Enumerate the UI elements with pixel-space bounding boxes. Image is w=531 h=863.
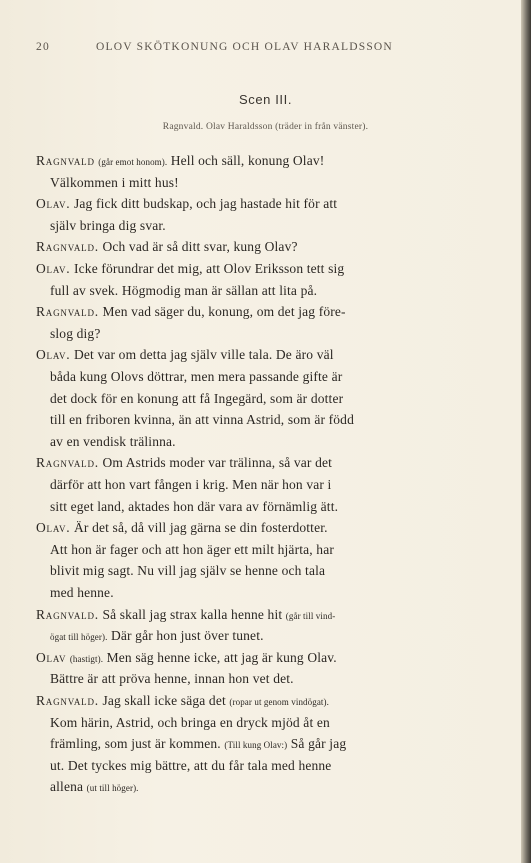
line-text: Hell och säll, konung Olav! <box>170 153 325 168</box>
text-line <box>50 584 114 602</box>
line-text: allena <box>50 779 84 795</box>
text-line <box>50 541 334 559</box>
text-line <box>36 692 329 711</box>
line-text: Jag fick ditt budskap, och jag hastade hit för att <box>74 196 338 212</box>
text-line <box>50 411 354 429</box>
line-text: Så går jag <box>290 736 347 752</box>
speaker-name: Olav. <box>36 520 71 536</box>
text-line <box>50 627 264 646</box>
stage-direction: ögat till höger). <box>50 632 108 643</box>
speaker-name: Olav <box>36 649 67 665</box>
text-line <box>50 735 346 754</box>
line-text: Jag skall icke säga det <box>102 693 226 708</box>
line-text: till en friboren kvinna, än att vinna Astrid, som är född <box>50 412 354 428</box>
line-text: sitt eget land, aktades hon där vara av förnämlig ätt. <box>50 498 339 514</box>
speaker-name: Olav. <box>36 196 71 212</box>
line-text: full av svek. Högmodig man är sällan att lita på. <box>50 282 318 298</box>
text-line <box>36 152 324 171</box>
line-text: Icke förundrar det mig, att Olov Eriksson tett sig <box>74 261 345 276</box>
line-text: av en vendisk trälinna. <box>50 433 176 449</box>
text-line <box>50 476 331 494</box>
text-line <box>50 174 179 192</box>
page-number: 20 <box>36 41 50 53</box>
line-text: Så skall jag strax kalla henne hit <box>102 606 283 622</box>
speaker-name: Ragnvald. <box>36 239 99 255</box>
line-text: Är det så, då vill jag gärna se din fosterdotter. <box>74 520 328 536</box>
text-line <box>36 454 332 472</box>
line-text: Att hon är fager och att hon äger ett milt hjärta, har <box>50 541 334 557</box>
speaker-name: Ragnvald. <box>36 304 99 320</box>
stage-direction: (går till vind- <box>285 610 336 621</box>
stage-direction: (går emot honom). <box>98 157 168 167</box>
text-line <box>36 519 328 537</box>
text-line <box>50 325 100 343</box>
text-line <box>50 757 331 775</box>
line-text: själv bringa dig svar. <box>50 217 166 233</box>
scene-stage-direction: Ragnvald. Olav Haraldsson (träder in från vänster). <box>162 122 369 132</box>
line-text: slog dig? <box>50 325 101 341</box>
line-text: Välkommen i mitt hus! <box>50 174 179 190</box>
stage-direction: (Till kung Olav:) <box>224 740 288 751</box>
text-line <box>50 714 330 732</box>
speaker-name: Olav. <box>36 261 71 276</box>
speaker-name: Olav. <box>36 347 71 363</box>
running-title: OLOV SKÖTKONUNG OCH OLAV HARALDSSON <box>96 41 393 53</box>
text-line <box>50 778 139 797</box>
text-line <box>36 649 337 668</box>
line-text: Det var om detta jag själv ville tala. De äro väl <box>74 347 334 363</box>
text-line <box>36 303 346 321</box>
line-text: främling, som just är kommen. <box>50 736 221 752</box>
speaker-name: Ragnvald <box>36 153 95 168</box>
text-line <box>36 606 335 625</box>
stage-direction: (ropar ut genom vindögat). <box>229 697 329 707</box>
text-line <box>36 346 334 364</box>
text-line <box>50 390 343 408</box>
line-text: Och vad är så ditt svar, kung Olav? <box>102 239 298 255</box>
line-text: Bättre är att pröva henne, innan hon vet det. <box>50 671 294 687</box>
text-line <box>50 670 294 688</box>
line-text: Om Astrids moder var trälinna, så var det <box>102 455 333 471</box>
text-line <box>50 498 338 516</box>
line-text: ut. Det tyckes mig bättre, att du får tala med henne <box>50 757 332 773</box>
scene-title: Scen III. <box>238 92 293 107</box>
text-line <box>36 195 337 213</box>
text-line <box>36 260 344 278</box>
page-spine-edge <box>521 0 531 863</box>
line-text: Men vad säger du, konung, om det jag före- <box>102 304 346 320</box>
line-text: därför att hon vart fången i krig. Men när hon var i <box>50 477 332 492</box>
stage-direction: (ut till höger). <box>86 783 139 794</box>
line-text: Men säg henne icke, att jag är kung Olav. <box>106 649 337 665</box>
line-text: Där går hon just över tunet. <box>110 628 264 644</box>
text-line <box>50 368 342 386</box>
speaker-name: Ragnvald. <box>36 693 99 708</box>
text-line <box>36 238 298 256</box>
line-text: Kom härin, Astrid, och bringa en dryck mjöd åt en <box>50 714 330 730</box>
line-text: blivit mig sagt. Nu vill jag själv se henne och tala <box>50 563 326 579</box>
speaker-name: Ragnvald. <box>36 455 99 471</box>
text-line <box>50 433 176 451</box>
stage-direction: (hastigt). <box>69 653 104 664</box>
line-text: det dock för en konung att få Ingegärd, som är dotter <box>50 390 344 406</box>
text-line <box>50 562 325 580</box>
speaker-name: Ragnvald. <box>36 606 99 622</box>
text-line <box>50 282 317 300</box>
text-line <box>50 217 166 235</box>
line-text: med henne. <box>50 585 114 600</box>
line-text: båda kung Olovs döttrar, men mera passande gifte är <box>50 369 343 384</box>
